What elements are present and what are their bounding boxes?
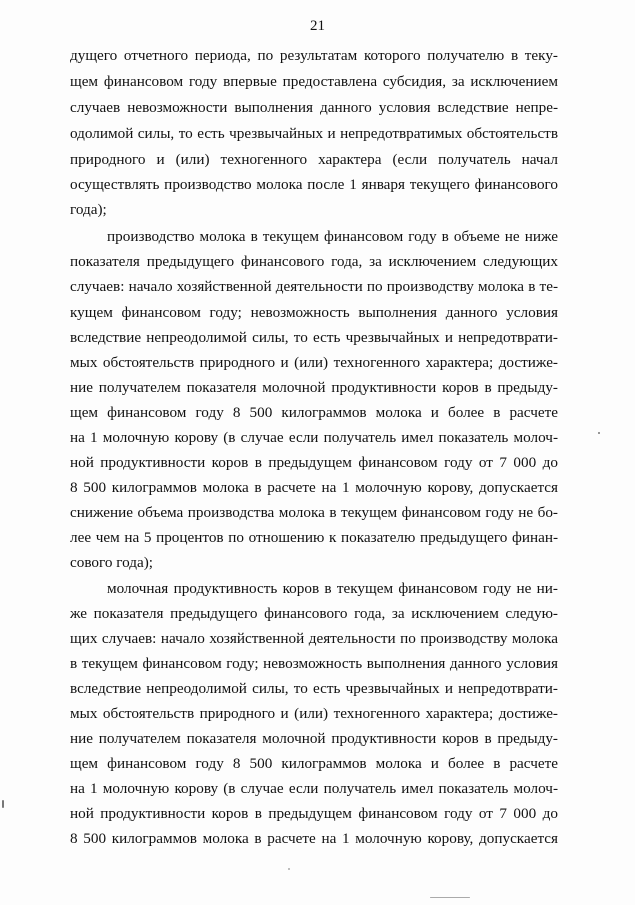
- paragraph-start-line: производство молока в текущем финансовом году в объеме не ниже: [107, 228, 558, 245]
- text-line: одолимой силы, то есть чрезвычайных и непредотвратимых обстоятельств: [70, 125, 558, 142]
- text-line: года);: [70, 201, 107, 218]
- text-line: вследствие непреодолимой силы, то есть чрезвычайных и непредотврати-: [70, 329, 558, 346]
- text-line: показателя предыдущего финансового года, за исключением следующих: [70, 253, 558, 270]
- text-line: вследствие непреодолимой силы, то есть чрезвычайных и непредотврати-: [70, 680, 558, 697]
- text-line: мых обстоятельств природного и (или) техногенного характера; достиже-: [70, 354, 558, 371]
- text-line: дущего отчетного периода, по результатам которого получателю в теку-: [70, 47, 558, 64]
- text-line: ной продуктивности коров в предыдущем финансовом году от 7 000 до: [70, 454, 558, 471]
- text-line: ние получателем показателя молочной продуктивности коров в предыду-: [70, 379, 558, 396]
- text-line: в текущем финансовом году; невозможность выполнения данного условия: [70, 655, 558, 672]
- text-line: на 1 молочную корову (в случае если получатель имел показатель молоч-: [70, 429, 558, 446]
- text-line: ной продуктивности коров в предыдущем финансовом году от 7 000 до: [70, 805, 558, 822]
- scan-speck: [2, 800, 4, 808]
- scan-speck: [430, 897, 470, 898]
- text-line: щих случаев: начало хозяйственной деятельности по производству молока: [70, 630, 558, 647]
- text-line: щем финансовом году 8 500 килограммов молока и более в расчете: [70, 755, 558, 772]
- text-line: на 1 молочную корову (в случае если получатель имел показатель молоч-: [70, 780, 558, 797]
- text-line: щем финансовом году 8 500 килограммов молока и более в расчете: [70, 404, 558, 421]
- scan-speck: [598, 432, 600, 434]
- text-line: случаев невозможности выполнения данного условия вследствие непре-: [70, 99, 558, 116]
- text-line: ние получателем показателя молочной продуктивности коров в предыду-: [70, 730, 558, 747]
- text-line: кущем финансовом году; невозможность выполнения данного условия: [70, 304, 558, 321]
- text-line: осуществлять производство молока после 1 января текущего финансового: [70, 176, 558, 193]
- text-line: природного и (или) техногенного характера (если получатель начал: [70, 151, 558, 168]
- page-number: 21: [310, 18, 325, 34]
- text-line: 8 500 килограммов молока в расчете на 1 молочную корову, допускается: [70, 479, 558, 496]
- text-line: лее чем на 5 процентов по отношению к показателю предыдущего финан-: [70, 529, 558, 546]
- text-line: же показателя предыдущего финансового года, за исключением следую-: [70, 605, 558, 622]
- paragraph-start-line: молочная продуктивность коров в текущем финансовом году не ни-: [107, 580, 558, 597]
- text-line: случаев: начало хозяйственной деятельности по производству молока в те-: [70, 278, 558, 295]
- text-line: сового года);: [70, 554, 153, 571]
- scan-speck: [288, 868, 290, 870]
- text-line: снижение объема производства молока в текущем финансовом году не бо-: [70, 504, 558, 521]
- text-line: мых обстоятельств природного и (или) техногенного характера; достиже-: [70, 705, 558, 722]
- text-line: 8 500 килограммов молока в расчете на 1 молочную корову, допускается: [70, 830, 558, 847]
- text-line: щем финансовом году впервые предоставлена субсидия, за исключением: [70, 73, 558, 90]
